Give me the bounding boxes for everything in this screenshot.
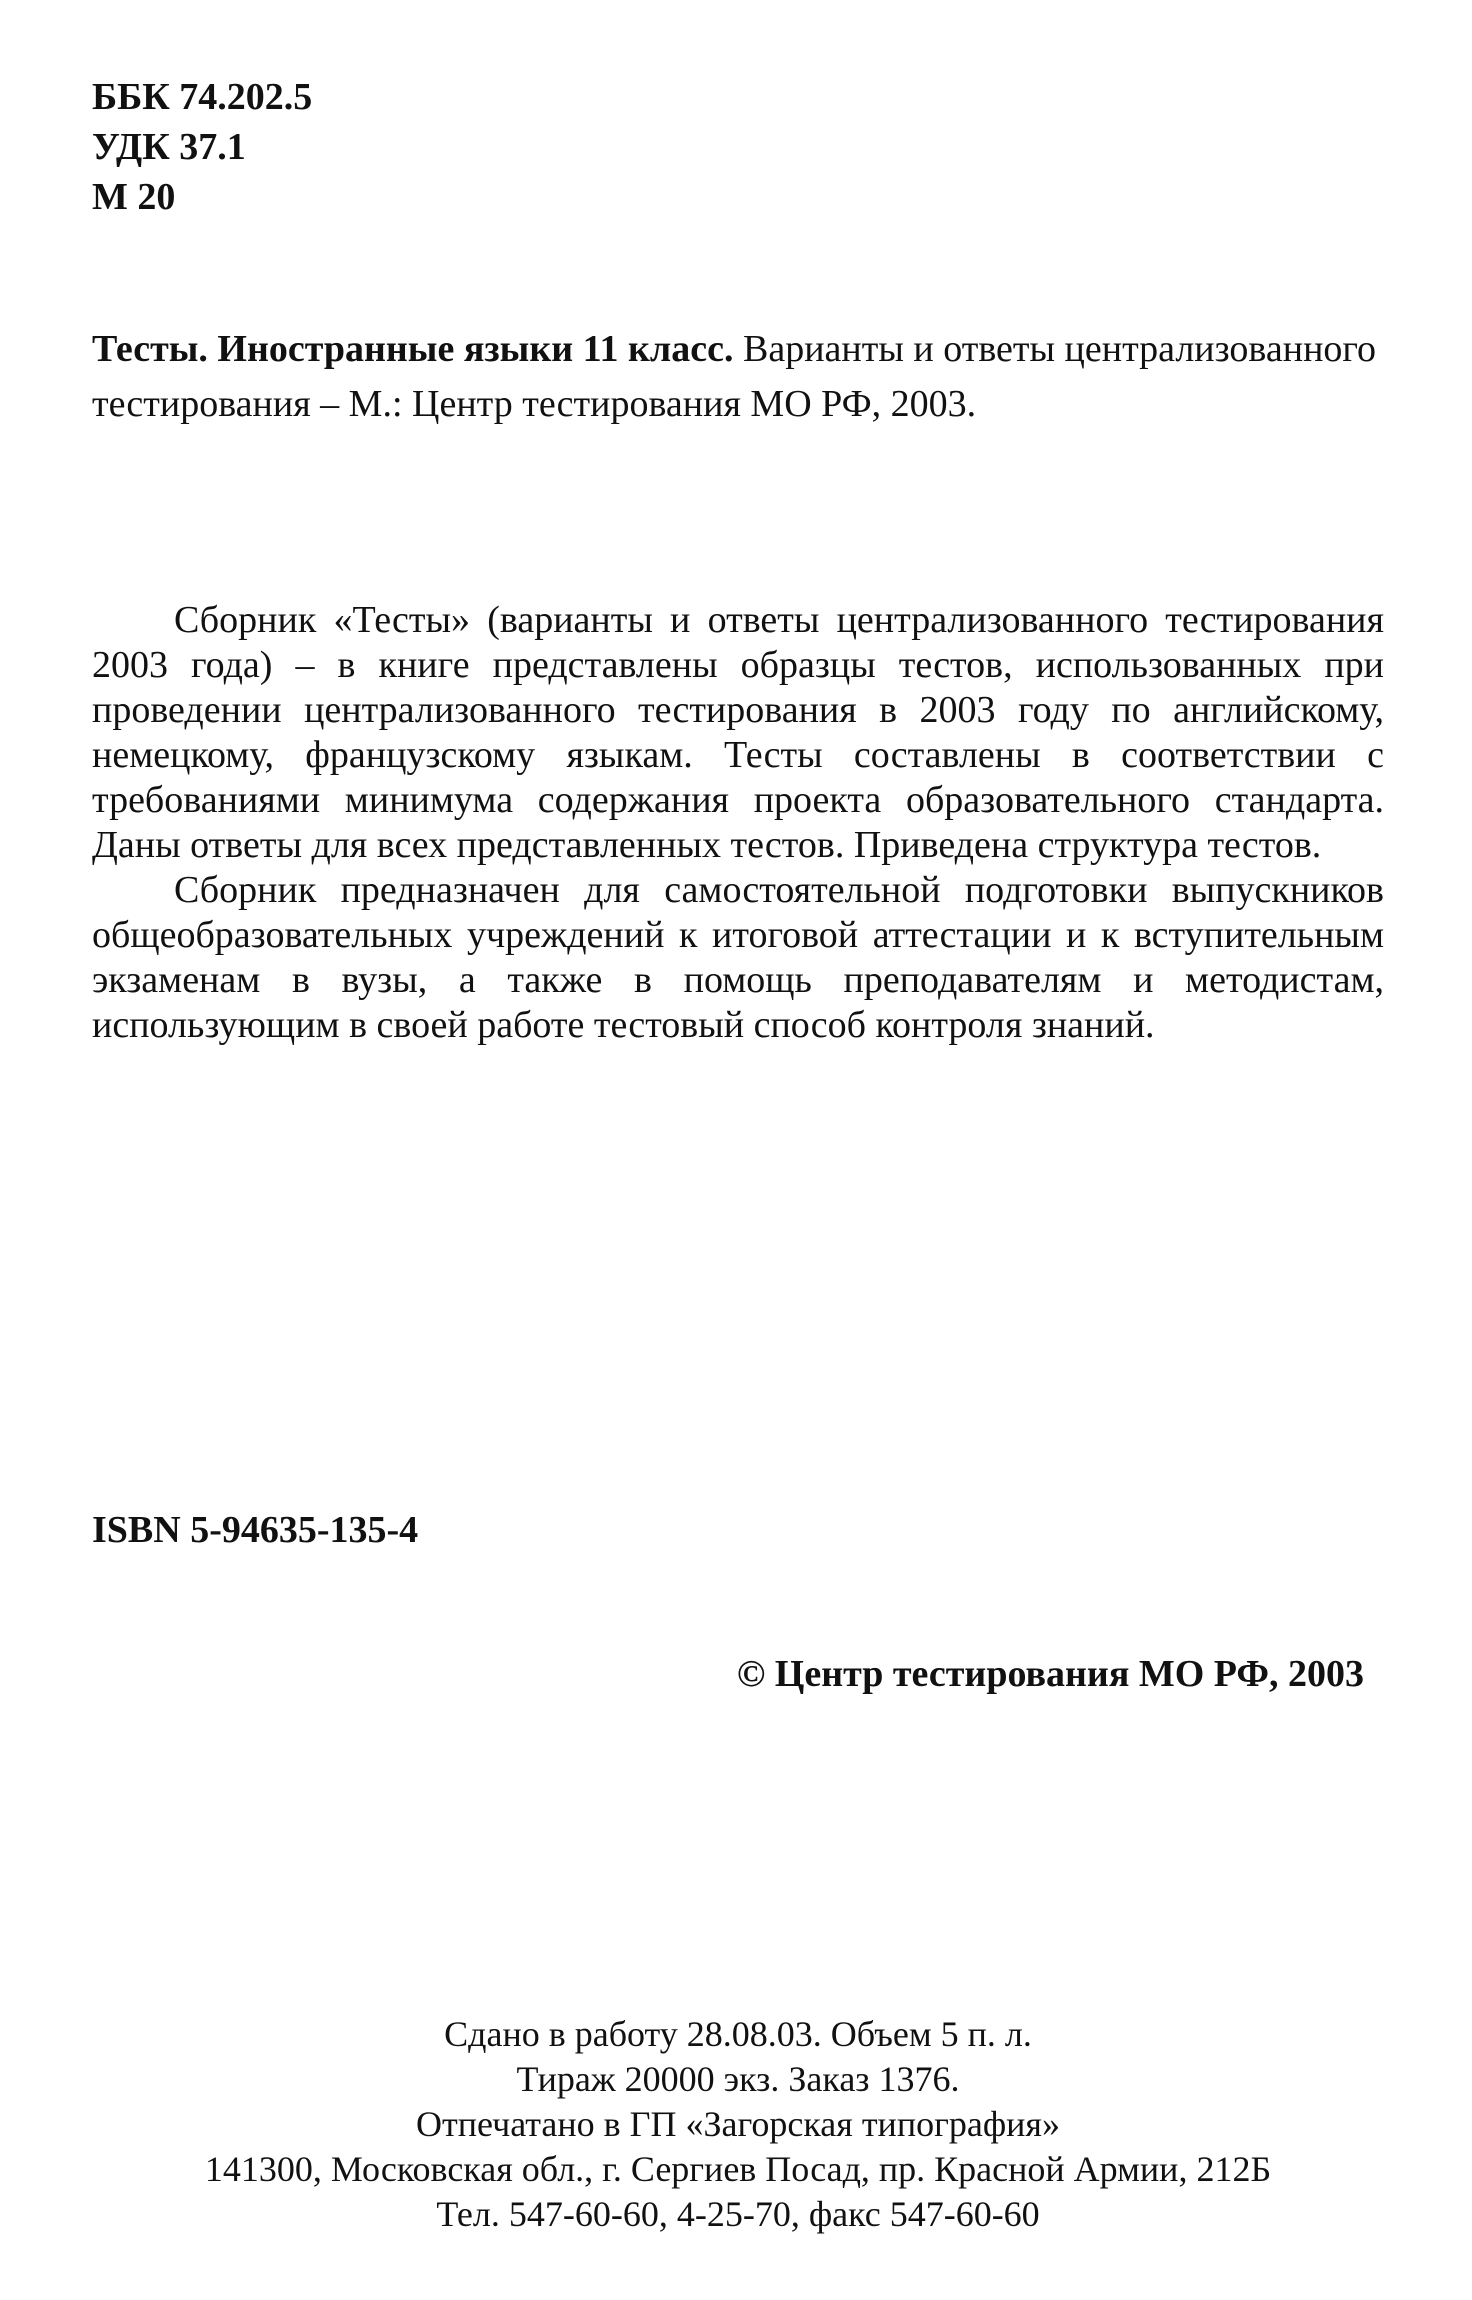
annotation [92,598,1384,1048]
imprint-line: Тел. 547-60-60, 4-25-70, факс 547-60-60 [436,2194,1040,2234]
citation-title: Тесты. Иностранные языки 11 класс. [92,328,734,370]
imprint-block [92,2012,1384,2237]
annotation-paragraph: Сборник «Тесты» (варианты и ответы централизованного тестирования 2003 года) – в книге представлены образцы тестов, использованных при проведении централизованного тестирования в 2003 году по английскому, немецкому, французскому языкам. Тесты составлены в соответствии с требованиями минимума содержания проекта образовательного стандарта. Даны ответы для всех представленных тестов. Приведена структура тестов. [92,599,1384,866]
imprint-line: Отпечатано в ГП «Загорская типография» [416,2104,1060,2144]
annotation-paragraph: Сборник предназначен для самостоятельной подготовки выпускников общеобразовательных учреждений к итоговой аттестации и к вступительным экзаменам в вузы, а также в помощь преподавателям и методистам, использующим в своей работе тестовый способ контроля знаний. [92,869,1384,1046]
author-mark: М 20 [92,176,176,218]
bbk-code: ББК 74.202.5 [92,76,313,118]
copyright-notice: © Центр тестирования МО РФ, 2003 [736,1653,1364,1695]
imprint-line: 141300, Московская обл., г. Сергиев Посад, пр. Красной Армии, 212Б [204,2149,1272,2189]
classification-codes [92,72,312,222]
bibliographic-citation [92,322,1392,432]
imprint-line: Тираж 20000 экз. Заказ 1376. [516,2059,960,2099]
udk-code: УДК 37.1 [92,126,246,168]
citation-details: Варианты и ответы централизованного тестирования – М.: Центр тестирования МО РФ, 2003. [92,328,1377,425]
imprint-line: Сдано в работу 28.08.03. Объем 5 п. л. [444,2014,1032,2054]
isbn: ISBN 5-94635-135-4 [92,1509,419,1551]
